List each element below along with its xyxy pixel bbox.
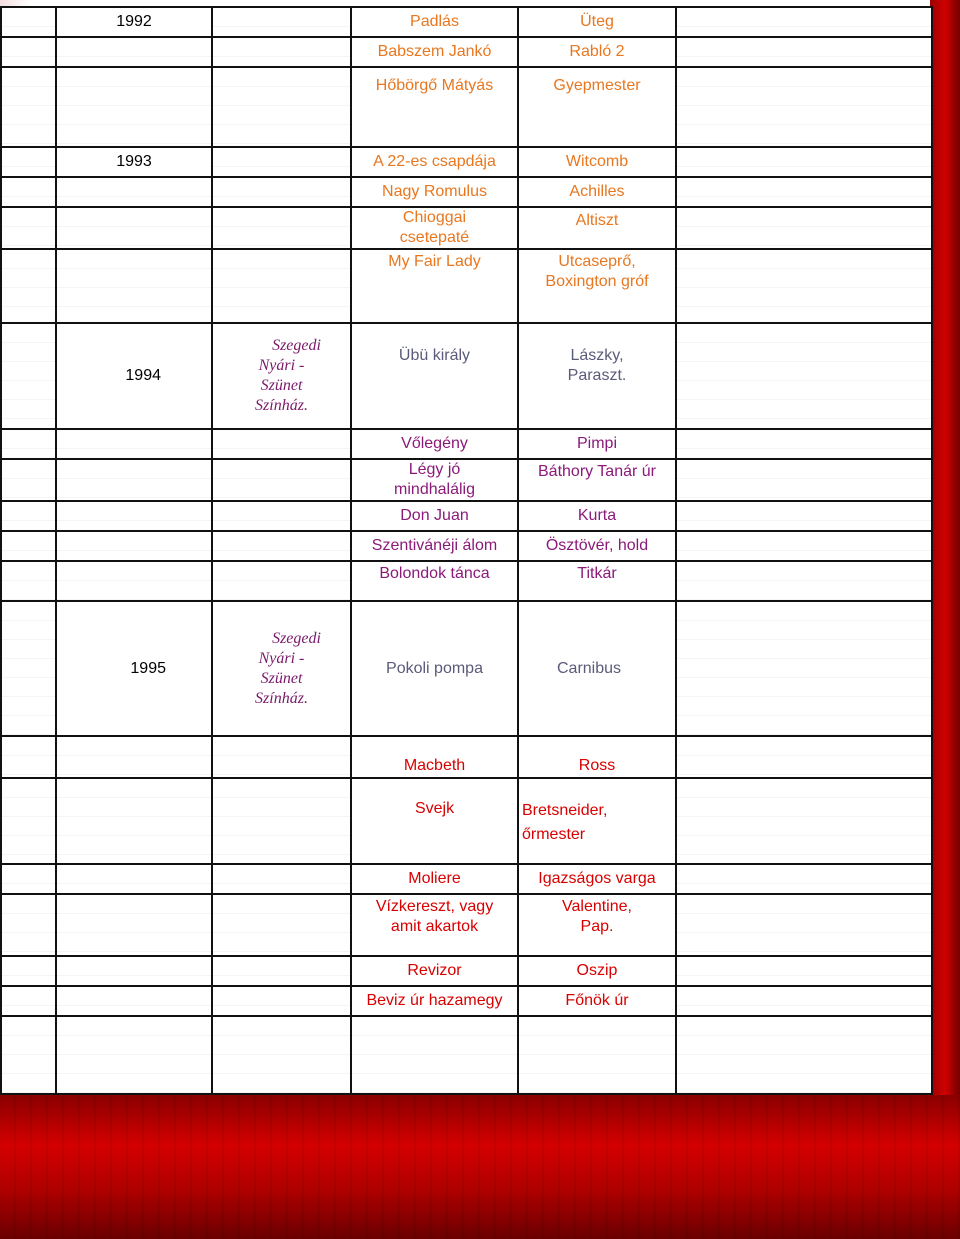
margin-cell xyxy=(1,601,56,736)
play-cell: Babszem Jankó xyxy=(351,37,518,67)
venue-cell xyxy=(212,177,351,207)
table-row xyxy=(1,561,932,601)
table-row xyxy=(1,501,932,531)
role-cell: Igazságos varga xyxy=(518,864,676,894)
margin-cell xyxy=(1,147,56,177)
venue-cell xyxy=(212,736,351,778)
role-cell: Witcomb xyxy=(518,147,676,177)
margin-cell xyxy=(1,561,56,601)
venue-cell xyxy=(212,429,351,459)
margin-cell xyxy=(1,531,56,561)
table-row xyxy=(1,67,932,147)
year-cell xyxy=(56,1016,212,1094)
margin-cell xyxy=(1,956,56,986)
table-row xyxy=(1,1016,932,1094)
roles-table xyxy=(0,6,933,1095)
role-cell: Oszip xyxy=(518,956,676,986)
year-cell xyxy=(56,67,212,147)
venue-cell xyxy=(212,67,351,147)
role-cell: Főnök úr xyxy=(518,986,676,1016)
role-cell: Rabló 2 xyxy=(518,37,676,67)
table-row xyxy=(1,207,932,249)
margin-cell xyxy=(1,429,56,459)
role-cell: Ross xyxy=(518,736,676,778)
notes-cell xyxy=(676,778,932,864)
notes-cell xyxy=(676,37,932,67)
venue-line: Szünet xyxy=(260,669,303,687)
margin-cell xyxy=(1,459,56,501)
play-cell: Nagy Romulus xyxy=(351,177,518,207)
play-cell: Légy jó mindhalálig xyxy=(351,459,518,501)
play-cell: Vőlegény xyxy=(351,429,518,459)
play-cell xyxy=(351,1016,518,1094)
margin-cell xyxy=(1,1016,56,1094)
venue-cell xyxy=(212,894,351,956)
venue-cell xyxy=(212,1016,351,1094)
role-cell: Carnibus xyxy=(518,601,676,736)
table-row xyxy=(1,7,932,37)
venue-cell xyxy=(212,601,351,736)
table-row xyxy=(1,459,932,501)
margin-cell xyxy=(1,67,56,147)
venue-cell xyxy=(212,561,351,601)
year-cell xyxy=(56,207,212,249)
year-cell: 1992 xyxy=(56,7,212,37)
margin-cell xyxy=(1,37,56,67)
year-cell xyxy=(56,249,212,323)
table-row xyxy=(1,249,932,323)
venue-line: Szünet xyxy=(260,377,303,394)
table-row xyxy=(1,601,932,736)
role-cell: Achilles xyxy=(518,177,676,207)
venue-cell xyxy=(212,531,351,561)
table-row xyxy=(1,147,932,177)
role-cell: Ösztövér, hold xyxy=(518,531,676,561)
venue-line: Nyári - xyxy=(258,649,305,667)
year-cell xyxy=(56,894,212,956)
play-cell: A 22-es csapdája xyxy=(351,147,518,177)
venue-cell xyxy=(212,249,351,323)
notes-cell xyxy=(676,249,932,323)
play-cell: Macbeth xyxy=(351,736,518,778)
margin-cell xyxy=(1,323,56,429)
role-line: őrmester xyxy=(522,826,586,843)
notes-cell xyxy=(676,531,932,561)
year-cell xyxy=(56,561,212,601)
notes-cell xyxy=(676,561,932,601)
table-row xyxy=(1,429,932,459)
play-cell: Übü király xyxy=(351,323,518,429)
venue-cell xyxy=(212,7,351,37)
role-cell xyxy=(518,1016,676,1094)
venue-line: Színház. xyxy=(255,397,308,414)
table-row xyxy=(1,894,932,956)
venue-cell xyxy=(212,147,351,177)
role-cell: Kurta xyxy=(518,501,676,531)
year-cell xyxy=(56,531,212,561)
play-cell: Moliere xyxy=(351,864,518,894)
year-cell xyxy=(56,778,212,864)
venue-line: Színház. xyxy=(255,689,308,707)
role-cell: Titkár xyxy=(518,561,676,601)
year-cell xyxy=(56,736,212,778)
notes-cell xyxy=(676,177,932,207)
venue-cell xyxy=(212,207,351,249)
year-cell: 1995 xyxy=(56,601,212,736)
role-cell xyxy=(518,778,676,864)
venue-line: Szegedi xyxy=(272,337,321,354)
notes-cell xyxy=(676,67,932,147)
play-cell: Bolondok tánca xyxy=(351,561,518,601)
notes-cell xyxy=(676,986,932,1016)
play-cell: Szentivánéji álom xyxy=(351,531,518,561)
year-cell xyxy=(56,459,212,501)
margin-cell xyxy=(1,736,56,778)
margin-cell xyxy=(1,7,56,37)
notes-cell xyxy=(676,323,932,429)
margin-cell xyxy=(1,501,56,531)
venue-cell xyxy=(212,501,351,531)
venue-cell xyxy=(212,864,351,894)
notes-cell xyxy=(676,864,932,894)
venue-line: Nyári - xyxy=(258,357,305,374)
year-cell: 1994 xyxy=(56,323,212,429)
role-cell: Altiszt xyxy=(518,207,676,249)
notes-cell xyxy=(676,601,932,736)
role-cell: Utcaseprő, Boxington gróf xyxy=(518,249,676,323)
venue-cell xyxy=(212,459,351,501)
notes-cell xyxy=(676,956,932,986)
role-cell: Üteg xyxy=(518,7,676,37)
year-cell xyxy=(56,37,212,67)
margin-cell xyxy=(1,207,56,249)
play-cell: My Fair Lady xyxy=(351,249,518,323)
notes-cell xyxy=(676,1016,932,1094)
year-cell xyxy=(56,429,212,459)
margin-cell xyxy=(1,778,56,864)
year-cell: 1993 xyxy=(56,147,212,177)
margin-cell xyxy=(1,177,56,207)
table-row xyxy=(1,956,932,986)
year-cell xyxy=(56,177,212,207)
table-row xyxy=(1,37,932,67)
margin-cell xyxy=(1,864,56,894)
role-cell: Pimpi xyxy=(518,429,676,459)
table-row xyxy=(1,778,932,864)
venue-cell xyxy=(212,778,351,864)
venue-line: Szegedi xyxy=(272,629,321,647)
table-row xyxy=(1,531,932,561)
notes-cell xyxy=(676,207,932,249)
play-cell: Don Juan xyxy=(351,501,518,531)
play-cell: Chioggai csetepaté xyxy=(351,207,518,249)
notes-cell xyxy=(676,736,932,778)
play-cell: Beviz úr hazamegy xyxy=(351,986,518,1016)
role-cell: Valentine, Pap. xyxy=(518,894,676,956)
role-cell: Báthory Tanár úr xyxy=(518,459,676,501)
role-cell: Gyepmester xyxy=(518,67,676,147)
year-cell xyxy=(56,501,212,531)
year-cell xyxy=(56,986,212,1016)
venue-cell xyxy=(212,323,351,429)
table-row xyxy=(1,323,932,429)
role-line: Bretsneider, xyxy=(522,802,608,819)
notes-cell xyxy=(676,894,932,956)
play-cell: Pokoli pompa xyxy=(351,601,518,736)
table-row xyxy=(1,177,932,207)
year-cell xyxy=(56,956,212,986)
table-row xyxy=(1,986,932,1016)
play-cell: Revizor xyxy=(351,956,518,986)
venue-cell xyxy=(212,956,351,986)
notes-cell xyxy=(676,459,932,501)
role-cell: Lászky, Paraszt. xyxy=(518,323,676,429)
notes-cell xyxy=(676,147,932,177)
table-row xyxy=(1,864,932,894)
notes-cell xyxy=(676,429,932,459)
margin-cell xyxy=(1,986,56,1016)
notes-cell xyxy=(676,7,932,37)
margin-cell xyxy=(1,249,56,323)
play-cell: Svejk xyxy=(351,778,518,864)
venue-cell xyxy=(212,986,351,1016)
play-cell: Padlás xyxy=(351,7,518,37)
play-cell: Vízkereszt, vagy amit akartok xyxy=(351,894,518,956)
red-footer-band xyxy=(0,1095,960,1239)
notes-cell xyxy=(676,501,932,531)
year-cell xyxy=(56,864,212,894)
margin-cell xyxy=(1,894,56,956)
table-row xyxy=(1,736,932,778)
play-cell: Hőbörgő Mátyás xyxy=(351,67,518,147)
venue-cell xyxy=(212,37,351,67)
red-border-right xyxy=(930,0,960,1100)
